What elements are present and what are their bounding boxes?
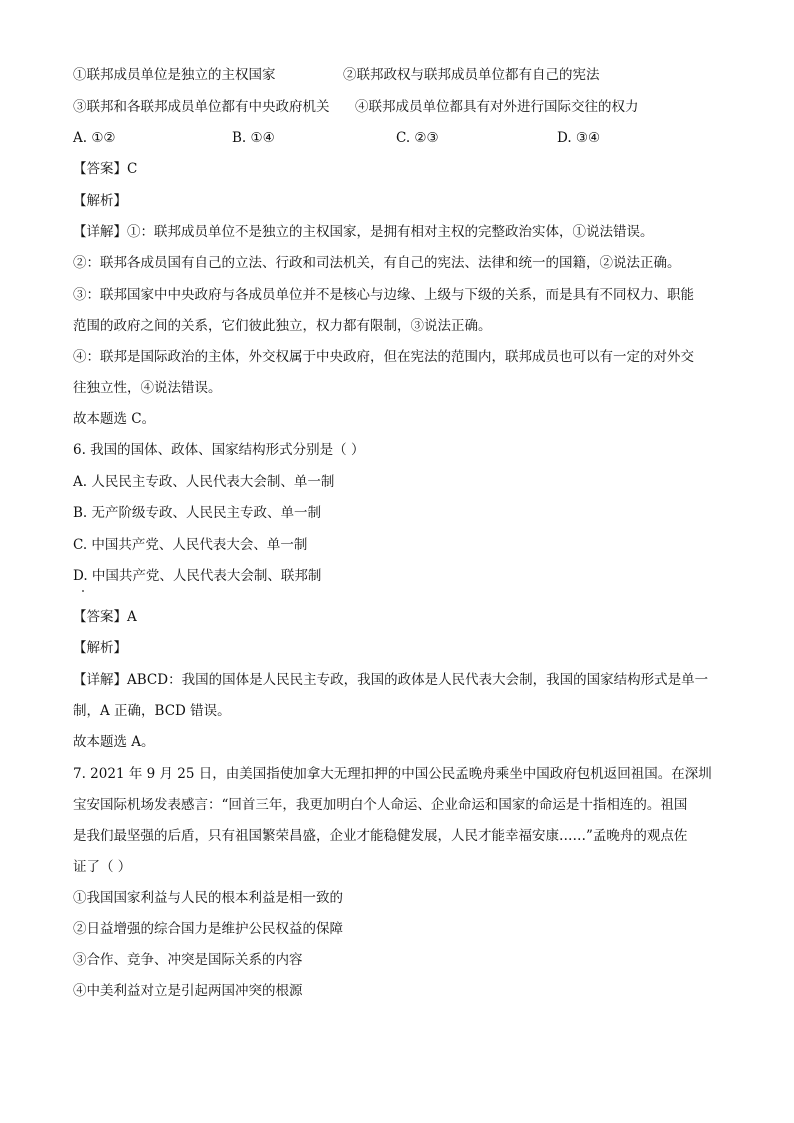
q5-detail-line: ④：联邦是国际政治的主体，外交权属于中央政府，但在宪法的范围内，联邦成员也可以有一定的对外交 [73, 349, 694, 365]
q5-detail-line: 往独立性，④说法错误。 [73, 380, 222, 396]
q5-option-b: B. ①④ [232, 130, 275, 146]
q5-answer: 【答案】C [73, 161, 138, 177]
q5-statement-2: ②联邦政权与联邦成员单位都有自己的宪法 [343, 67, 600, 83]
q5-statement-1: ①联邦成员单位是独立的主权国家 [73, 67, 276, 83]
q5-statement-4: ④联邦成员单位都具有对外进行国际交往的权力 [355, 99, 639, 115]
q6-conclusion: 故本题选 A。 [73, 734, 155, 750]
q7-item-1: ①我国国家利益与人民的根本利益是相一致的 [73, 890, 343, 906]
q5-analysis-label: 【解析】 [73, 193, 127, 209]
q5-detail-line: 【详解】①：联邦成员单位不是独立的主权国家，是拥有相对主权的完整政治实体，①说法错误。 [73, 224, 654, 240]
q5-detail-line: ②：联邦各成员国有自己的立法、行政和司法机关，有自己的宪法、法律和统一的国籍，②说法正确。 [73, 255, 681, 271]
q7-item-3: ③合作、竞争、冲突是国际关系的内容 [73, 952, 303, 968]
q7-stem-line: 宝安国际机场发表感言：“回首三年，我更加明白个人命运、企业命运和国家的命运是十指相连的。祖国 [73, 797, 688, 813]
q7-stem-line: 7. 2021 年 9 月 25 日，由美国指使加拿大无理扣押的中国公民孟晚舟乘坐中国政府包机返回祖国。在深圳 [73, 766, 712, 782]
q7-stem-line: 是我们最坚强的后盾，只有祖国繁荣昌盛，企业才能稳健发展，人民才能幸福安康……”孟晚舟的观点佐 [73, 828, 688, 844]
q5-detail-line: ③：联邦国家中中央政府与各成员单位并不是核心与边缘、上级与下级的关系，而是具有不同权力、职能 [73, 287, 694, 303]
q6-option-c: C. 中国共产党、人民代表大会、单一制 [73, 537, 308, 553]
q7-item-2: ②日益增强的综合国力是维护公民权益的保障 [73, 921, 343, 937]
stray-dot [82, 590, 84, 592]
q6-option-b: B. 无产阶级专政、人民民主专政、单一制 [73, 505, 322, 521]
q6-detail-line: 制，A 正确，BCD 错误。 [73, 703, 231, 719]
q6-option-a: A. 人民民主专政、人民代表大会制、单一制 [73, 474, 335, 490]
q7-stem-line: 证了（ ） [73, 859, 132, 875]
q6-analysis-label: 【解析】 [73, 640, 127, 656]
q5-conclusion: 故本题选 C。 [73, 411, 156, 427]
q6-option-d: D. 中国共产党、人民代表大会制、联邦制 [73, 568, 322, 584]
q5-statement-3: ③联邦和各联邦成员单位都有中央政府机关 [73, 99, 330, 115]
q5-option-d: D. ③④ [557, 130, 601, 146]
q6-detail-line: 【详解】ABCD：我国的国体是人民民主专政，我国的政体是人民代表大会制，我国的国家结构形式是单一 [73, 672, 709, 688]
q6-stem: 6. 我国的国体、政体、国家结构形式分别是（ ） [73, 442, 365, 458]
q6-answer: 【答案】A [73, 609, 137, 625]
q5-option-a: A. ①② [73, 130, 116, 146]
q5-option-c: C. ②③ [396, 130, 439, 146]
q7-item-4: ④中美利益对立是引起两国冲突的根源 [73, 983, 303, 999]
q5-detail-line: 范围的政府之间的关系，它们彼此独立，权力都有限制，③说法正确。 [73, 318, 492, 334]
